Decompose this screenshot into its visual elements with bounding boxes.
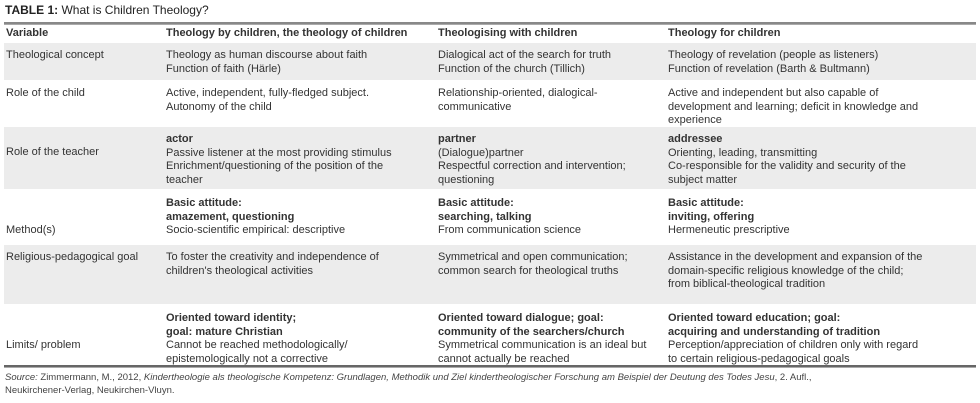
row-label: Limits/ problem — [6, 339, 81, 351]
cell-text: from biblical-theological tradition — [668, 278, 826, 290]
cell-text: Perception/appreciation of children only with regard — [668, 339, 919, 351]
cell-text: From communication science — [438, 224, 582, 236]
table-cell — [438, 87, 598, 114]
table-cell — [438, 312, 646, 366]
cell-heading: Oriented toward education; goal: — [668, 312, 841, 324]
table-row — [4, 43, 976, 80]
cell-text: to certain religious-pedagogical goals — [668, 352, 850, 365]
source-publisher: Neukirchener-Verlag, Neukirchen-Vluyn. — [5, 385, 175, 396]
cell-heading: partner — [438, 133, 476, 145]
cell-text: Passive listener at the most providing stimulus — [166, 146, 392, 159]
cell-heading: addressee — [668, 133, 723, 145]
table-row — [4, 81, 976, 126]
table-cell — [438, 251, 628, 278]
table-cell — [166, 49, 367, 76]
table-cell — [166, 87, 369, 114]
table-cell — [668, 197, 790, 238]
cell-text: To foster the creativity and independence of — [166, 251, 379, 263]
cell-text: Dialogical act of the search for truth — [438, 49, 612, 61]
cell-text: Symmetrical communication is an ideal but — [438, 339, 647, 351]
cell-text: Function of revelation (Barth & Bultmann) — [668, 62, 870, 75]
cell-heading: Basic attitude: — [438, 197, 514, 209]
cell-heading: goal: mature Christian — [166, 325, 283, 338]
source-edition: , 2. Aufl., — [774, 372, 812, 383]
cell-text: Function of the church (Tillich) — [438, 62, 585, 75]
cell-text: Socio-scientific empirical: descriptive — [166, 224, 346, 236]
row-label: Method(s) — [6, 224, 56, 236]
row-label: Theological concept — [6, 49, 104, 61]
cell-heading: inviting, offering — [668, 210, 755, 223]
cell-text: subject matter — [668, 173, 738, 186]
cell-text: Hermeneutic prescriptive — [668, 224, 790, 236]
source-authors: Zimmermann, M., 2012, — [37, 372, 144, 383]
cell-text: common search for theological truths — [438, 264, 619, 277]
cell-text: Assistance in the development and expansion of the — [668, 251, 923, 263]
cell-text: domain-specific religious knowledge of the child; — [668, 264, 904, 277]
cell-heading: Oriented toward identity; — [166, 312, 297, 324]
cell-text: Enrichment/questioning of the position of the — [166, 160, 384, 172]
header-row — [4, 27, 976, 42]
cell-text: epistemologically not a corrective — [166, 352, 329, 365]
bottom-rule — [4, 365, 976, 368]
cell-text: questioning — [438, 173, 495, 186]
table-caption: What is Children Theology? — [58, 3, 209, 17]
column-header: Theology for children — [668, 27, 781, 39]
row-label: Role of the child — [6, 87, 85, 99]
table-title — [5, 3, 209, 17]
cell-text: Autonomy of the child — [166, 100, 272, 113]
cell-text: experience — [668, 114, 722, 126]
cell-text: development and learning; deficit in knowledge and — [668, 100, 919, 113]
table-row — [4, 245, 976, 304]
cell-text: Symmetrical and open communication; — [438, 251, 628, 263]
table-cell — [166, 197, 345, 238]
source-label: Source: — [5, 372, 38, 383]
row-label: Religious-pedagogical goal — [6, 251, 139, 263]
table-cell — [438, 49, 611, 76]
cell-text: children's theological activities — [166, 264, 314, 277]
cell-text: Cannot be reached methodologically/ — [166, 339, 348, 351]
table-row — [4, 190, 976, 244]
cell-heading: acquiring and understanding of tradition — [668, 325, 881, 338]
cell-text: Co-responsible for the validity and security of the — [668, 160, 906, 172]
cell-heading: actor — [166, 133, 193, 145]
table-number: TABLE 1: — [5, 3, 59, 17]
cell-text: Theology of revelation (people as listeners) — [668, 49, 879, 61]
cell-text: cannot actually be reached — [438, 352, 570, 365]
cell-heading: community of the searchers/church — [438, 325, 625, 338]
table-cell — [668, 133, 906, 187]
table-cell — [166, 251, 379, 278]
table-row — [4, 127, 976, 189]
cell-text: Orienting, leading, transmitting — [668, 146, 818, 159]
column-header: Theologising with children — [438, 27, 578, 39]
cell-text: teacher — [166, 173, 203, 186]
cell-text: (Dialogue)partner — [438, 146, 524, 159]
cell-text: Respectful correction and intervention; — [438, 160, 626, 172]
cell-text: Relationship-oriented, dialogical- — [438, 87, 598, 99]
column-header: Variable — [6, 27, 49, 39]
source-work: Kindertheologie als theologische Kompetenz: Grundlagen, Methodik und Ziel kindertheologischer Forschung am Beispiel der Deutung des Todes Jesu — [143, 372, 775, 383]
cell-heading: amazement, questioning — [166, 210, 295, 223]
table-cell — [668, 312, 918, 366]
cell-heading: Basic attitude: — [166, 197, 242, 209]
cell-text: Active, independent, fully-fledged subject. — [166, 87, 370, 99]
table-cell — [668, 49, 878, 76]
cell-heading: searching, talking — [438, 210, 532, 223]
top-rule — [4, 22, 976, 25]
cell-text: Function of faith (Härle) — [166, 62, 281, 75]
table-cell — [166, 312, 348, 366]
table-cell — [438, 133, 626, 187]
cell-heading: Oriented toward dialogue; goal: — [438, 312, 604, 324]
table-row — [4, 305, 976, 365]
table-cell — [438, 197, 581, 238]
cell-text: Theology as human discourse about faith — [166, 49, 368, 61]
cell-text: communicative — [438, 100, 512, 113]
cell-text: Active and independent but also capable of — [668, 87, 879, 99]
table-cell — [668, 251, 922, 292]
table-cell — [668, 87, 918, 128]
source-note — [5, 371, 812, 397]
table-cell — [166, 133, 392, 187]
column-header: Theology by children, the theology of children — [166, 27, 408, 39]
cell-heading: Basic attitude: — [668, 197, 744, 209]
row-label: Role of the teacher — [6, 146, 99, 158]
